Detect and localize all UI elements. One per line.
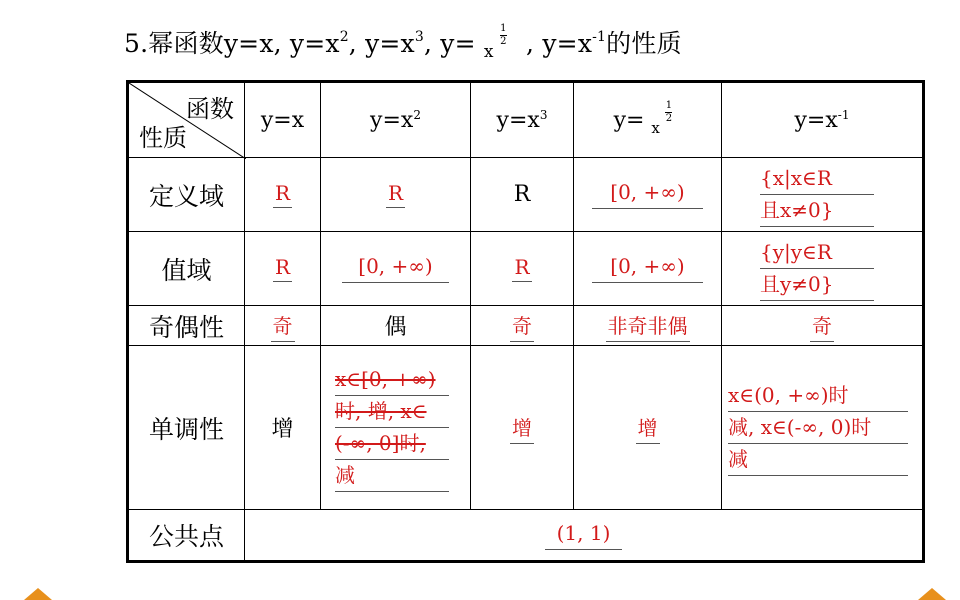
- title-part: , y=x: [348, 29, 415, 58]
- monotonic-c2: [321, 346, 471, 510]
- range-c2: [321, 232, 471, 306]
- title-exp: 3: [414, 29, 424, 45]
- header-y-xinv: [722, 82, 924, 158]
- title-part: 的性质: [606, 29, 682, 58]
- header-c3-sup: 3: [539, 107, 548, 122]
- domain-c2: [321, 158, 471, 232]
- title-part: , y=x: [517, 29, 593, 58]
- answer-blank: 增: [510, 412, 534, 444]
- parity-c3: [471, 306, 574, 346]
- monotonic-c5: [722, 346, 924, 510]
- header-y-x2: [321, 82, 471, 158]
- domain-c3: [471, 158, 574, 232]
- triangle-left-icon[interactable]: [24, 588, 52, 600]
- header-c5-sup: -1: [837, 107, 850, 122]
- parity-c1: [245, 306, 321, 346]
- row-label-parity: 奇偶性: [128, 306, 245, 346]
- header-c4-num: 1: [665, 100, 673, 111]
- answer-blank: 增: [636, 412, 660, 444]
- cell-text: R: [513, 182, 531, 207]
- answer-blank: [0, +∞): [342, 254, 448, 283]
- answer-line: x∈(0, +∞)时: [728, 380, 908, 412]
- header-c4-power: [651, 100, 681, 137]
- title-half-base: x: [483, 42, 494, 62]
- title-half-frac: [500, 24, 507, 47]
- answer-blank: [0, +∞): [592, 180, 702, 209]
- triangle-right-icon[interactable]: [918, 588, 946, 600]
- answer-blank: 奇: [810, 310, 834, 342]
- monotonic-c3: [471, 346, 574, 510]
- parity-c5: [722, 306, 924, 346]
- answer-line: 减: [728, 444, 908, 476]
- header-c4-base: y=: [613, 108, 652, 133]
- parity-c2: [321, 306, 471, 346]
- header-y-x3: [471, 82, 574, 158]
- answer-line: x∈[0, +∞): [335, 364, 449, 396]
- monotonic-c4: [574, 346, 722, 510]
- answer-line: 减, x∈(-∞, 0)时: [728, 412, 908, 444]
- row-label-domain: 定义域: [128, 158, 245, 232]
- header-func-label: 函数: [186, 95, 234, 123]
- domain-c1: [245, 158, 321, 232]
- title-part: 5.幂函数y=x, y=x: [124, 29, 340, 58]
- monotonic-c1: [245, 346, 321, 510]
- range-c3: [471, 232, 574, 306]
- answer-blank: (1, 1): [545, 521, 623, 550]
- power-function-table: [126, 80, 925, 563]
- header-row: [128, 82, 924, 158]
- range-c1: [245, 232, 321, 306]
- answer-line: {y|y∈R: [760, 237, 874, 269]
- domain-row: [128, 158, 924, 232]
- domain-c5: [722, 158, 924, 232]
- domain-c4: [574, 158, 722, 232]
- answer-blank: 非奇非偶: [606, 310, 690, 342]
- header-y-x: [245, 82, 321, 158]
- header-c4-x: x: [651, 119, 660, 137]
- range-c5: [722, 232, 924, 306]
- answer-line: 且y≠0}: [760, 269, 874, 301]
- title-part: , y=: [423, 29, 484, 58]
- cell-text: 增: [271, 417, 294, 442]
- parity-c4: [574, 306, 722, 346]
- row-label-common: 公共点: [128, 510, 245, 562]
- answer-blank: R: [273, 255, 292, 282]
- header-c2-base: y=x: [370, 107, 414, 133]
- header-c3-base: y=x: [496, 107, 540, 133]
- header-c4-frac: [665, 101, 672, 124]
- header-y-xhalf: [574, 82, 722, 158]
- answer-blank: R: [273, 181, 292, 208]
- cell-text: 偶: [384, 315, 407, 340]
- header-c1: y=x: [260, 107, 305, 133]
- answer-blank: [0, +∞): [592, 254, 702, 283]
- answer-line: 时, 增, x∈: [335, 396, 449, 428]
- answer-blank: R: [386, 181, 405, 208]
- answer-line: 且x≠0}: [760, 195, 874, 227]
- title-half-num: 1: [500, 23, 507, 34]
- common-point-cell: [245, 510, 924, 562]
- row-label-range: 值域: [128, 232, 245, 306]
- header-diagonal-cell: [128, 82, 245, 158]
- header-c5-base: y=x: [794, 107, 838, 133]
- answer-line: (-∞, 0]时,: [335, 428, 449, 460]
- page-title: [124, 24, 682, 60]
- title-half-den: 2: [500, 36, 507, 47]
- monotonic-row: [128, 346, 924, 510]
- title-half-power: [483, 23, 518, 62]
- answer-line: 减: [335, 460, 449, 492]
- range-row: [128, 232, 924, 306]
- header-c4-den: 2: [665, 113, 673, 124]
- answer-line: {x|x∈R: [760, 163, 874, 195]
- row-label-monotonic: 单调性: [128, 346, 245, 510]
- range-c4: [574, 232, 722, 306]
- header-prop-label: 性质: [139, 124, 187, 152]
- header-c2-sup: 2: [413, 107, 421, 122]
- parity-row: [128, 306, 924, 346]
- common-point-row: [128, 510, 924, 562]
- answer-blank: R: [512, 255, 531, 282]
- answer-blank: 奇: [271, 310, 295, 342]
- answer-blank: 奇: [510, 310, 534, 342]
- title-exp: 2: [339, 29, 349, 45]
- title-exp: -1: [592, 29, 607, 45]
